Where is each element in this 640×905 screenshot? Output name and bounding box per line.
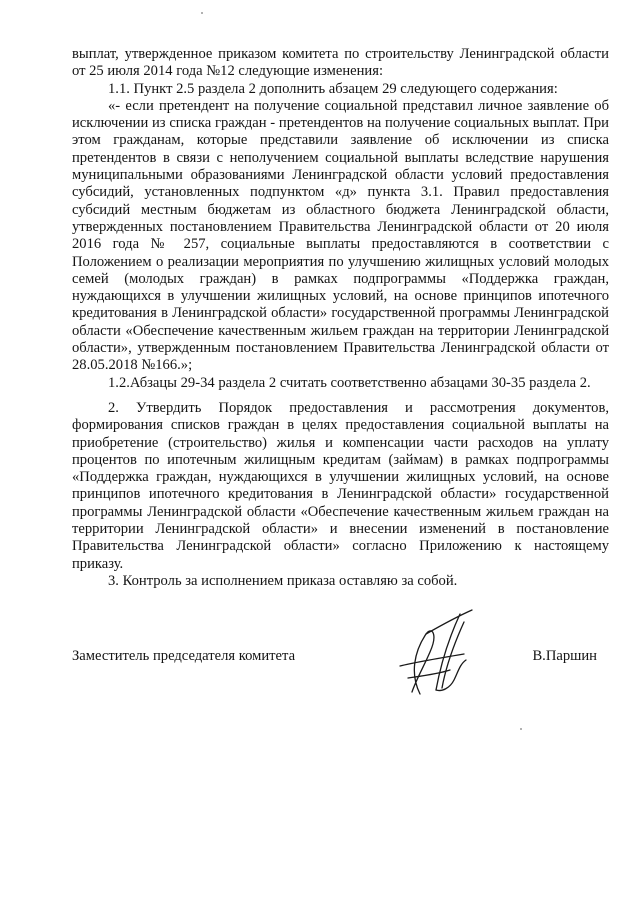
paragraph-item-3: 3. Контроль за исполнением приказа оставляю за собой. xyxy=(108,572,458,589)
paragraph-item-1-2: 1.2.Абзацы 29-34 раздела 2 считать соответственно абзацами 30-35 раздела 2. xyxy=(108,374,591,391)
paragraph-item-1-1: 1.1. Пункт 2.5 раздела 2 дополнить абзацем 29 следующего содержания: xyxy=(108,80,558,97)
scan-speck xyxy=(201,12,203,14)
signer-name: В.Паршин xyxy=(532,648,597,664)
signature-row xyxy=(72,648,609,672)
handwritten-signature xyxy=(380,604,490,700)
document-body xyxy=(72,46,609,590)
paragraph-intro: выплат, утвержденное приказом комитета по строительству Ленинградской области от 25 июля 2014 года №12 следующие изменения: xyxy=(72,46,609,80)
scan-speck xyxy=(520,728,522,730)
paragraph-item-2: 2. Утвердить Порядок предоставления и рассмотрения документов, формирования списков граждан в целях предоставления социальной выплаты на приобретение (строительство) жилья и компенсации части расходов на уплату процентов по ипотечным жилищным кредитам (займам) в рамках подпрограммы «Поддержка граждан, нуждающихся в улучшении жилищных условий, на основе принципов ипотечного кредитования в Ленинградской области» государственной программы Ленинградской области «Обеспечение качественным жильем граждан на территории Ленинградской области» и внесении изменений в постановление Правительства Ленинградской области» согласно Приложению к настоящему приказу. xyxy=(72,399,609,572)
paragraph-quoted-amendment: «- если претендент на получение социальной представил личное заявление об исключении из списка граждан - претендентов на получение социальных выплат. При этом гражданам, которые представили заявление об исключении из списка претендентов в связи с неполучением социальной выплаты вследствие нарушения муниципальными образованиями Ленинградской области условий предоставления субсидий, установленных подпунктом «д» пункта 3.1. Правил предоставления субсидий местным бюджетам из областного бюджета Ленинградской области, утвержденных постановлением Правительства Ленинградской области от 20 июля 2016 года № 257, социальные выплаты предоставляются в соответствии с Положением о реализации мероприятия по улучшению жилищных условий молодых семей (молодых граждан) в рамках подпрограммы «Поддержка граждан, нуждающихся в улучшении жилищных условий, на основе принципов ипотечного кредитования в Ленинградской области» государственной программы Ленинградской области «Обеспечение качественным жильем граждан на территории Ленинградской области», утвержденным постановлением Правительства Ленинградской области от 28.05.2018 №166.»; xyxy=(72,97,609,374)
signer-position: Заместитель председателя комитета xyxy=(72,648,296,664)
